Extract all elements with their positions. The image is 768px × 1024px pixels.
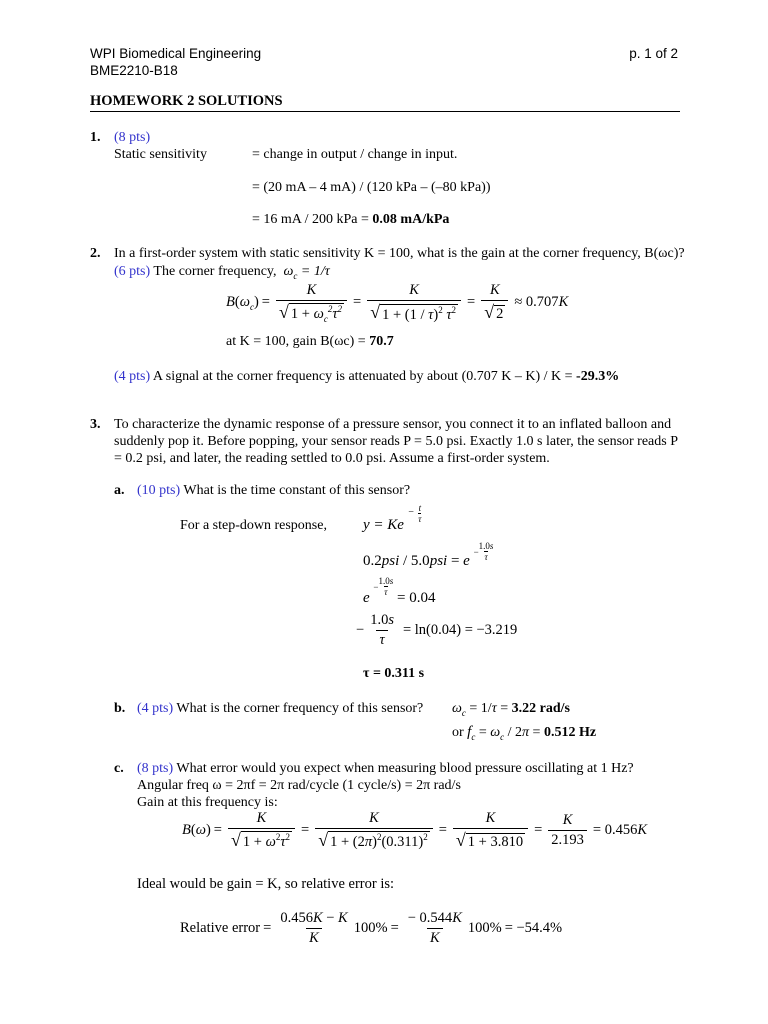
q3b-question: What is the corner frequency of this sensor? [176, 701, 424, 716]
q3c-label: c. [114, 761, 124, 776]
q1-line3 [252, 212, 449, 228]
q3-intro-line3: = 0.2 psi, and later, the reading settled to 0.0 psi. Assume a first-order system. [114, 451, 550, 466]
q2-attenuation [114, 369, 619, 385]
q3a-question: What is the time constant of this sensor? [183, 483, 411, 498]
q2-points-a: (6 pts) [114, 264, 151, 279]
q3b-label: b. [114, 701, 126, 716]
q1-line1: = change in output / change in input. [252, 147, 458, 162]
header-course: BME2210-B18 [90, 63, 178, 78]
q3a-ln-equation: − $\frac{1.0s}{\tau}$ = ln(0.04) = −3.219 [356, 612, 518, 648]
q3c-gain-equation: B ( ω ) = $\frac{K}{√ 1 + \omega^2\tau^2}$ = $\frac{K}{√ 1 + (2\pi)^2(0.311)^2}$ = $\frac{K}{√ 1 + 3.810}$ = $\frac{K}{2.193}$ = 0.456K [182, 810, 648, 850]
page-title: HOMEWORK 2 SOLUTIONS [90, 93, 283, 109]
q3a-ratio-equation: 0.2psi / 5.0psi = e − $\frac{1.0s}{\tau}$ [363, 541, 494, 569]
q3a-stepdown-text: For a step-down response, [180, 518, 327, 533]
q2-result-text: at K = 100, gain B(ωc) = [226, 334, 370, 349]
q2-points-b: (4 pts) [114, 369, 151, 384]
q3a-stepdown-equation: y = Ke − $\frac{t}{\tau}$ [363, 503, 422, 533]
header-page-number: p. 1 of 2 [629, 46, 678, 61]
q1-number: 1. [90, 130, 101, 145]
q3-number: 3. [90, 417, 101, 432]
title-rule [90, 111, 680, 112]
q3c-relative-error-equation: Relative error = $\frac{0.456K - K}{K}$ 100% = $\frac{- 0.544K}{K}$ 100% = −54.4% [180, 910, 563, 946]
q3b-points: (4 pts) [137, 701, 174, 716]
q3c-question-line [137, 761, 634, 777]
q2-result-answer: 70.7 [369, 334, 394, 349]
q2-corner-line [114, 264, 330, 281]
q2-attenuation-answer: -29.3% [576, 369, 620, 384]
q3c-relative-error-label: Relative error [180, 920, 261, 936]
q3b-wc-line: $\omega_c = 1/\tau = 3.22$ rad/s [452, 701, 570, 718]
q3a-answer: τ = 0.311 s [363, 666, 425, 681]
q3c-ideal-text: Ideal would be gain = K, so relative error is: [137, 876, 395, 892]
q2-corner-text: The corner frequency, [153, 264, 277, 279]
q3c-angular-freq: Angular freq ω = 2πf = 2π rad/cycle (1 cycle/s) = 2π rad/s [137, 778, 461, 793]
q2-gain-equation: B ( $\omega_c$ ) = $\frac{K}{√ 1 + \omega_c^2\tau^2}$ = $\frac{K}{√ 1 + (1 / \tau)^2 \tau^2}$ = $\frac{K}{√ 2}$ ≈ 0.707K [226, 282, 569, 324]
q3b-question-line [137, 701, 423, 717]
q1-label: Static sensitivity [114, 147, 207, 162]
q2-number: 2. [90, 246, 101, 261]
q2-result [226, 334, 394, 350]
q2-attenuation-text: A signal at the corner frequency is attenuated by about (0.707 K – K) / K = [152, 369, 577, 384]
q3b-or: or [452, 725, 464, 740]
q2-question: In a first-order system with static sensitivity K = 100, what is the gain at the corner frequency, B(ωc)? [114, 246, 685, 261]
q3a-label: a. [114, 483, 125, 498]
q1-line3-text: = 16 mA / 200 kPa = [252, 212, 373, 227]
q3a-question-line [137, 483, 410, 499]
header-org: WPI Biomedical Engineering [90, 46, 262, 61]
q3c-gain-text: Gain at this frequency is: [137, 795, 278, 810]
q3-intro-line2: suddenly pop it. Before popping, your sensor reads P = 5.0 psi. Exactly 1.0 s later, the sensor reads P [114, 434, 678, 449]
q1-answer: 0.08 mA/kPa [372, 212, 450, 227]
q3b-wc-answer: 3.22 rad/s [511, 701, 570, 716]
q1-points: (8 pts) [114, 130, 151, 145]
q3a-exp-equation: e − $\frac{1.0s}{\tau}$ = 0.04 [363, 576, 436, 606]
q1-line2: = (20 mA – 4 mA) / (120 kPa – (–80 kPa)) [252, 180, 491, 195]
q3a-points: (10 pts) [137, 483, 181, 498]
q2-corner-formula: $\omega_c = 1/\tau$ [280, 264, 330, 281]
q3b-fc-line: or $f_c = \omega_c / 2\pi = 0.512$ Hz [452, 724, 597, 742]
q3c-question: What error would you expect when measuring blood pressure oscillating at 1 Hz? [176, 761, 634, 776]
q3b-fc-answer: 0.512 Hz [543, 725, 597, 740]
q3c-points: (8 pts) [137, 761, 174, 776]
q3-intro-line1: To characterize the dynamic response of a pressure sensor, you connect it to an inflated balloon and [114, 417, 672, 432]
